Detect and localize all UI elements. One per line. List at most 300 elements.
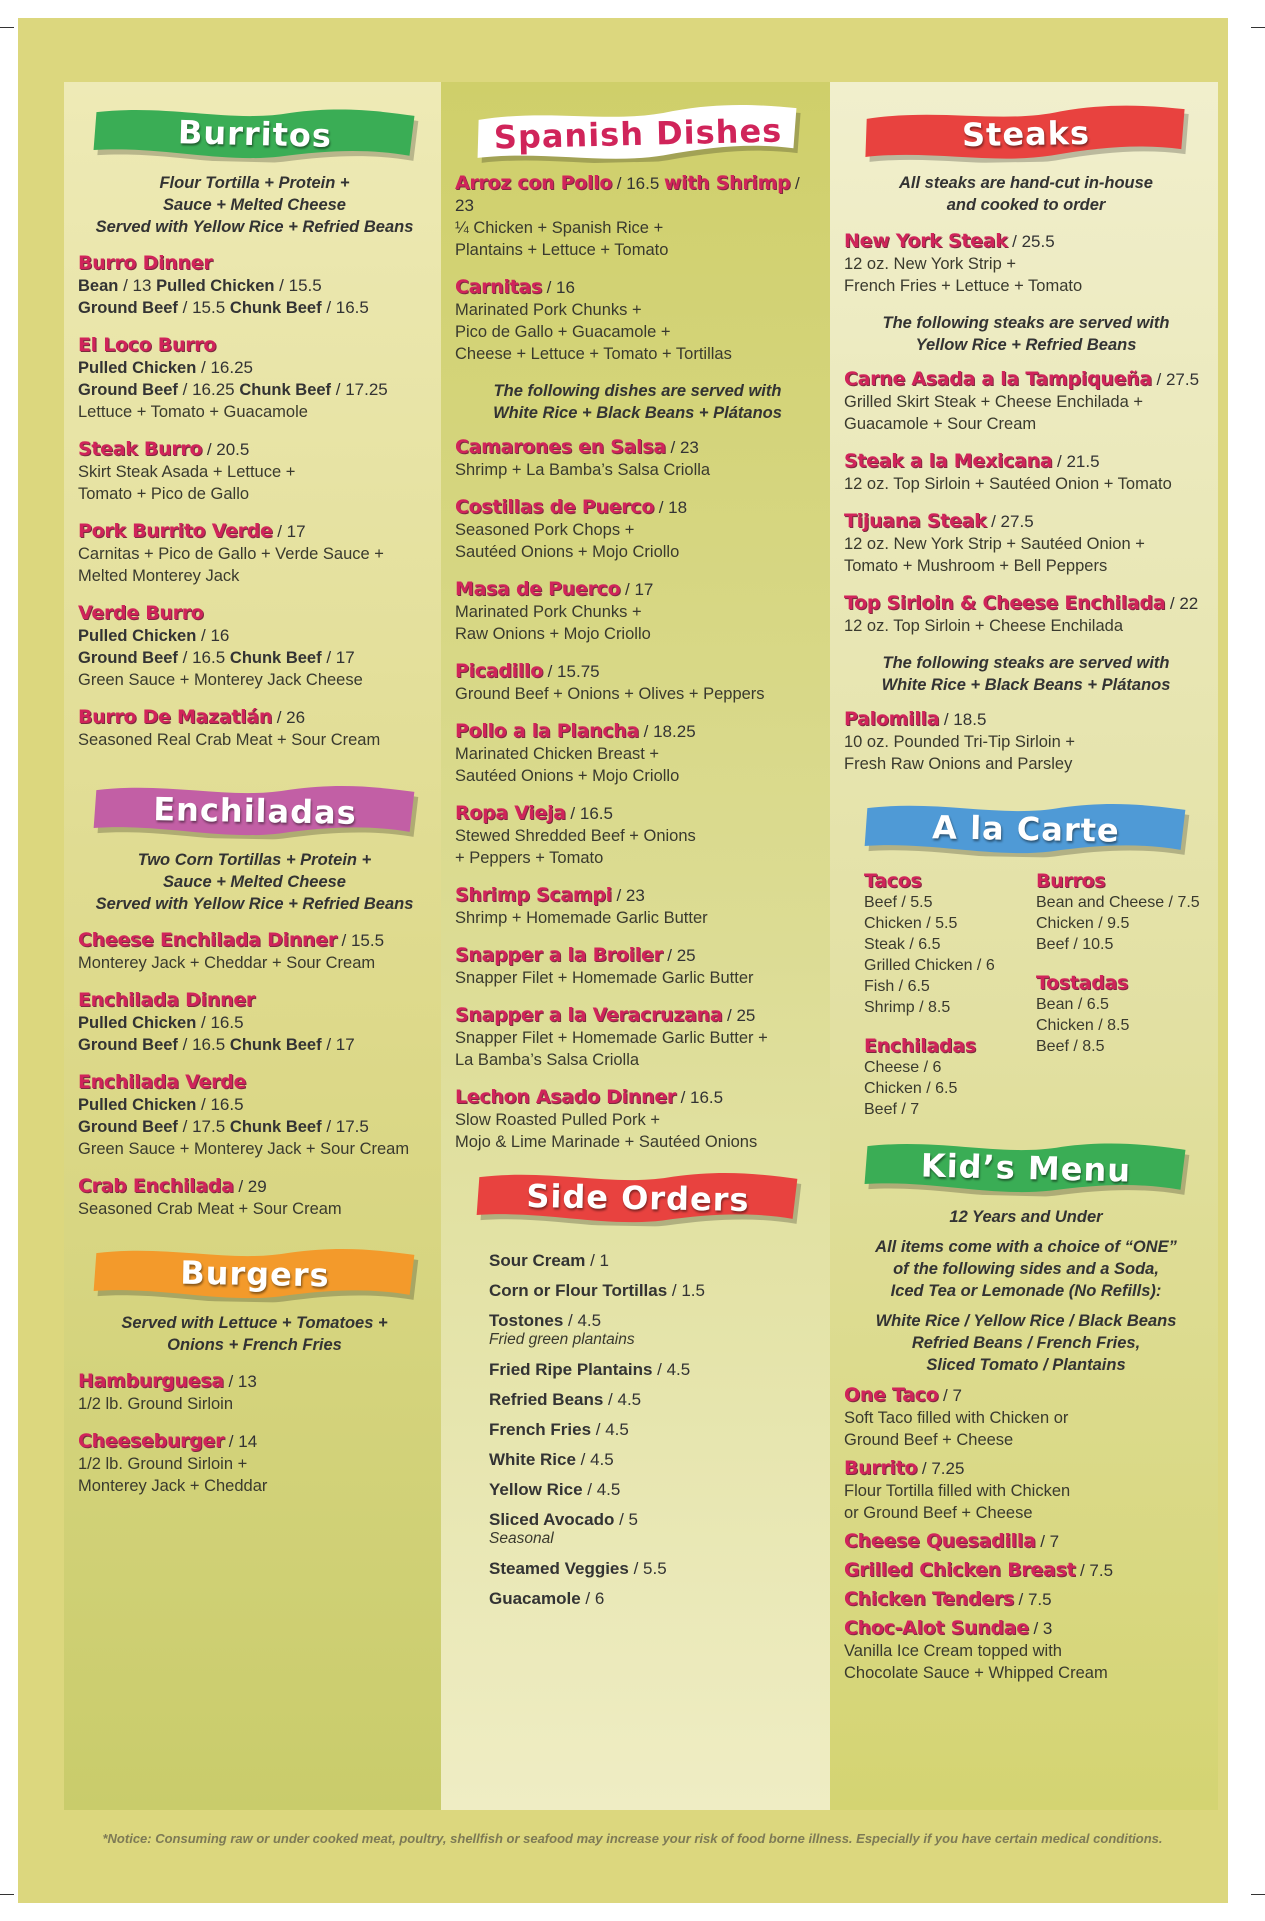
menu-item-name: Pork Burrito Verde bbox=[78, 520, 273, 542]
menu-item bbox=[455, 496, 820, 563]
side-order-name: Yellow Rice bbox=[489, 1480, 583, 1499]
side-order-price: / 1 bbox=[585, 1251, 609, 1270]
menu-item-name: Tijuana Steak bbox=[844, 510, 987, 532]
menu-item-heading bbox=[78, 252, 431, 275]
menu-item-description: Carnitas + Pico de Gallo + Verde Sauce + bbox=[78, 545, 384, 563]
option-price: / 17 bbox=[321, 1035, 355, 1054]
price-line bbox=[78, 1094, 431, 1116]
menu-item-description: Plantains + Lettuce + Tomato bbox=[455, 241, 669, 259]
text-line: White Rice + Black Beans + Plátanos bbox=[881, 676, 1171, 694]
side-order-name: Fried Ripe Plantains bbox=[489, 1360, 653, 1379]
menu-item-heading bbox=[455, 276, 820, 299]
menu-item-description: Lettuce + Tomato + Guacamole bbox=[78, 403, 308, 421]
menu-item-heading bbox=[78, 1175, 431, 1198]
text-line: All items come with a choice of “ONE” bbox=[875, 1238, 1177, 1256]
menu-item-description: Guacamole + Sour Cream bbox=[844, 415, 1037, 433]
menu-item-price: / 25 bbox=[727, 1006, 756, 1025]
steaks-items bbox=[844, 230, 1208, 297]
steaks-items-2 bbox=[844, 368, 1208, 637]
menu-item-name: Cheese Quesadilla bbox=[844, 1530, 1036, 1552]
side-order-note: Fried green plantains bbox=[489, 1331, 635, 1348]
menu-item-heading bbox=[844, 592, 1208, 615]
side-order-price: / 5 bbox=[614, 1510, 638, 1529]
menu-item-heading bbox=[455, 578, 820, 601]
column-left bbox=[64, 82, 441, 1810]
menu-item bbox=[455, 660, 820, 705]
a-la-carte-group bbox=[864, 1036, 1036, 1120]
price-line bbox=[78, 357, 431, 379]
text-line: Served with Lettuce + Tomatoes + bbox=[121, 1314, 388, 1332]
menu-item-description: Marinated Chicken Breast + bbox=[455, 745, 660, 763]
text-line: The following dishes are served with bbox=[493, 382, 782, 400]
menu-item-description: ¼ Chicken + Spanish Rice + bbox=[455, 219, 664, 237]
menu-item-price: / 17 bbox=[625, 580, 654, 599]
enchiladas-items bbox=[78, 929, 431, 1220]
menu-item-price: / 3 bbox=[1033, 1619, 1053, 1638]
side-order-item bbox=[489, 1449, 820, 1471]
a-la-carte-item: Steak / 6.5 bbox=[864, 936, 941, 953]
menu-item-heading bbox=[455, 1086, 820, 1109]
menu-item-name: Arroz con Pollo bbox=[455, 172, 613, 194]
menu-item-name: Picadillo bbox=[455, 660, 544, 682]
menu-item-price: / 7.5 bbox=[1018, 1590, 1052, 1609]
side-order-price: / 4.5 bbox=[575, 1450, 614, 1469]
menu-item-description: Raw Onions + Mojo Criollo bbox=[455, 625, 651, 643]
menu-item-heading bbox=[455, 436, 820, 459]
menu-item-description: Skirt Steak Asada + Lettuce + bbox=[78, 463, 296, 481]
menu-item-description: French Fries + Lettuce + Tomato bbox=[844, 277, 1083, 295]
menu-item-price: / 16.5 bbox=[570, 804, 613, 823]
menu-item-description: Shrimp + Homemade Garlic Butter bbox=[455, 909, 708, 927]
menu-item bbox=[844, 1617, 1208, 1684]
menu-item-price: / 20.5 bbox=[206, 440, 250, 459]
menu-item-name: Hamburguesa bbox=[78, 1370, 224, 1392]
menu-item-description: Flour Tortilla filled with Chicken bbox=[844, 1482, 1071, 1500]
menu-item-name: Snapper a la Broiler bbox=[455, 944, 663, 966]
text-line: Iced Tea or Lemonade (No Refills): bbox=[890, 1282, 1162, 1300]
text-line: White Rice + Black Beans + Plátanos bbox=[493, 404, 782, 422]
menu-item-name: Pollo a la Plancha bbox=[455, 720, 640, 742]
menu-item-name: Top Sirloin & Cheese Enchilada bbox=[844, 592, 1166, 614]
text-line: Flour Tortilla + Protein + bbox=[159, 174, 350, 192]
menu-item-description: Melted Monterey Jack bbox=[78, 567, 240, 585]
column-right bbox=[830, 82, 1218, 1810]
menu-item-price: / 25 bbox=[667, 946, 696, 965]
menu-item-name: New York Steak bbox=[844, 230, 1008, 252]
a-la-carte-group-name: Tacos bbox=[864, 870, 922, 892]
menu-item-description: or Ground Beef + Cheese bbox=[844, 1504, 1033, 1522]
side-order-name: Corn or Flour Tortillas bbox=[489, 1281, 668, 1300]
kids-sides bbox=[844, 1310, 1208, 1376]
menu-item bbox=[455, 172, 820, 261]
option-price: / 13 bbox=[118, 276, 157, 295]
menu-item bbox=[78, 520, 431, 587]
menu-item-price: / 25.5 bbox=[1012, 232, 1055, 251]
menu-item-heading bbox=[455, 172, 820, 217]
price-line bbox=[78, 379, 431, 401]
option-name: Bean bbox=[78, 277, 119, 295]
burgers-intro bbox=[78, 1312, 431, 1356]
menu-item-description: Grilled Skirt Steak + Cheese Enchilada + bbox=[844, 393, 1143, 411]
side-order-item bbox=[489, 1588, 820, 1610]
menu-item-heading bbox=[455, 496, 820, 519]
a-la-carte-item: Chicken / 9.5 bbox=[1036, 915, 1130, 932]
a-la-carte-item: Chicken / 8.5 bbox=[1036, 1017, 1130, 1034]
menu-item bbox=[78, 1175, 431, 1220]
text-line: All steaks are hand-cut in-house bbox=[899, 174, 1153, 192]
a-la-carte-item: Shrimp / 8.5 bbox=[864, 999, 951, 1016]
menu-item-description: 12 oz. New York Strip + Sautéed Onion + bbox=[844, 535, 1145, 553]
menu-item-price: / 7 bbox=[1040, 1532, 1060, 1551]
menu-item-description: Shrimp + La Bamba’s Salsa Criolla bbox=[455, 461, 711, 479]
option-name: Chunk Beef bbox=[229, 1036, 322, 1054]
side-order-price: / 4.5 bbox=[652, 1360, 691, 1379]
menu-item-name: Ropa Vieja bbox=[455, 802, 566, 824]
a-la-carte-left bbox=[864, 871, 1036, 1138]
price-line bbox=[78, 1116, 431, 1138]
steaks-note-2 bbox=[844, 652, 1208, 696]
option-name: Chunk Beef bbox=[229, 649, 322, 667]
option-name: Ground Beef bbox=[78, 1118, 178, 1136]
kids-menu-banner bbox=[860, 1134, 1191, 1200]
a-la-carte-right bbox=[1036, 871, 1208, 1138]
menu-item-description: Green Sauce + Monterey Jack + Sour Cream bbox=[78, 1140, 410, 1158]
menu-item-description: Vanilla Ice Cream topped with bbox=[844, 1642, 1062, 1660]
option-name: Pulled Chicken bbox=[78, 1014, 197, 1032]
menu-item-name: Cheeseburger bbox=[78, 1430, 225, 1452]
a-la-carte-item: Beef / 7 bbox=[864, 1101, 920, 1118]
spanish-note bbox=[455, 380, 820, 424]
menu-item-heading bbox=[844, 1457, 1208, 1480]
menu-item-name: Carnitas bbox=[455, 276, 542, 298]
price-line bbox=[78, 1012, 431, 1034]
menu-item-description: Monterey Jack + Cheddar bbox=[78, 1477, 268, 1495]
side-order-name: Steamed Veggies bbox=[489, 1559, 629, 1578]
side-order-note: Seasonal bbox=[489, 1530, 554, 1547]
a-la-carte-item: Bean and Cheese / 7.5 bbox=[1036, 894, 1200, 911]
menu-item-heading bbox=[78, 929, 431, 952]
a-la-carte-item: Bean / 6.5 bbox=[1036, 996, 1109, 1013]
option-price: / 16.5 bbox=[321, 298, 369, 317]
menu-item-description: 1/2 lb. Ground Sirloin bbox=[78, 1395, 234, 1413]
menu-item bbox=[455, 1004, 820, 1071]
menu-item-price: / 23 bbox=[616, 886, 645, 905]
side-order-price: / 5.5 bbox=[628, 1559, 667, 1578]
menu-item-heading bbox=[455, 1004, 820, 1027]
a-la-carte-item: Fish / 6.5 bbox=[864, 978, 930, 995]
menu-item-price: / 18.5 bbox=[943, 710, 987, 729]
menu-item-price: / 16 bbox=[546, 278, 575, 297]
side-order-name: Tostones bbox=[489, 1311, 564, 1330]
text-line: Served with Yellow Rice + Refried Beans bbox=[95, 218, 414, 236]
text-line: of the following sides and a Soda, bbox=[893, 1260, 1159, 1278]
option-name: Chunk Beef bbox=[239, 381, 332, 399]
menu-item-price: / 22 bbox=[1169, 594, 1199, 613]
menu-item-heading bbox=[78, 706, 431, 729]
option-name: Ground Beef bbox=[78, 1036, 178, 1054]
steaks-note-1 bbox=[844, 312, 1208, 356]
text-line: Served with Yellow Rice + Refried Beans bbox=[95, 895, 414, 913]
a-la-carte-item: Chicken / 6.5 bbox=[864, 1080, 958, 1097]
menu-item bbox=[455, 1086, 820, 1153]
menu-item-description: Stewed Shredded Beef + Onions bbox=[455, 827, 696, 845]
menu-item-description: Monterey Jack + Cheddar + Sour Cream bbox=[78, 954, 376, 972]
menu-item bbox=[455, 884, 820, 929]
menu-item-name: Costillas de Puerco bbox=[455, 496, 655, 518]
steaks-banner bbox=[860, 101, 1191, 165]
menu-item bbox=[78, 706, 431, 751]
spanish-dishes-title: Spanish Dishes bbox=[492, 111, 783, 157]
a-la-carte-group-name: Enchiladas bbox=[864, 1035, 976, 1057]
menu-item-description: Sautéed Onions + Mojo Criollo bbox=[455, 543, 680, 561]
menu-item-price: / 15.75 bbox=[547, 662, 600, 681]
column-middle bbox=[441, 82, 830, 1810]
menu-item bbox=[844, 708, 1208, 775]
menu-item-description: 12 oz. Top Sirloin + Sautéed Onion + Tomato bbox=[844, 475, 1172, 493]
menu-item-heading bbox=[844, 1384, 1208, 1407]
menu-item-name: Cheese Enchilada Dinner bbox=[78, 929, 337, 951]
menu-item-heading bbox=[844, 708, 1208, 731]
menu-item-description: Sautéed Onions + Mojo Criollo bbox=[455, 767, 680, 785]
steaks-title: Steaks bbox=[961, 113, 1091, 155]
option-price: / 16.5 bbox=[177, 648, 230, 667]
menu-item-description: Cheese + Lettuce + Tomato + Tortillas bbox=[455, 345, 732, 363]
menu-item-price: / 16.5 bbox=[680, 1088, 724, 1107]
menu-item-description: 1/2 lb. Ground Sirloin + bbox=[78, 1455, 248, 1473]
menu-item-heading bbox=[78, 438, 431, 461]
menu-item bbox=[844, 1588, 1208, 1611]
text-line: Sauce + Melted Cheese bbox=[163, 196, 346, 214]
menu-item-heading bbox=[78, 989, 431, 1012]
menu-item-description: Slow Roasted Pulled Pork + bbox=[455, 1111, 660, 1129]
menu-item-price: / 18.25 bbox=[643, 722, 696, 741]
menu-item-name: Steak Burro bbox=[78, 438, 203, 460]
menu-item-name: Masa de Puerco bbox=[455, 578, 621, 600]
side-order-price: / 6 bbox=[580, 1589, 605, 1608]
option-price: / 16.5 bbox=[196, 1013, 244, 1032]
side-orders-banner bbox=[472, 1165, 803, 1229]
text-line: The following steaks are served with bbox=[882, 654, 1170, 672]
option-name: Ground Beef bbox=[78, 299, 178, 317]
menu-item-name: Carne Asada a la Tampiqueña bbox=[844, 368, 1152, 390]
menu-item-price: / 15.5 bbox=[341, 931, 385, 950]
side-order-item bbox=[489, 1280, 820, 1302]
option-name: Pulled Chicken bbox=[78, 1096, 197, 1114]
menu-item bbox=[844, 592, 1208, 637]
menu-item-name: Burro Dinner bbox=[78, 252, 213, 274]
menu-item-description: Fresh Raw Onions and Parsley bbox=[844, 755, 1073, 773]
menu-item-heading bbox=[844, 1588, 1208, 1611]
spanish-items-2 bbox=[455, 436, 820, 1153]
menu-item-price: / 17 bbox=[277, 522, 306, 541]
menu-item-name: Enchilada Dinner bbox=[78, 989, 255, 1011]
menu-item-description: Marinated Pork Chunks + bbox=[455, 301, 642, 319]
side-order-price: / 4.5 bbox=[603, 1390, 642, 1409]
burgers-banner bbox=[89, 1241, 420, 1305]
menu-item-heading bbox=[78, 1370, 431, 1393]
a-la-carte-item: Beef / 5.5 bbox=[864, 894, 933, 911]
text-line: The following steaks are served with bbox=[882, 314, 1170, 332]
side-order-name: Sliced Avocado bbox=[489, 1510, 615, 1529]
menu-item-description: Pico de Gallo + Guacamole + bbox=[455, 323, 671, 341]
menu-item bbox=[455, 802, 820, 869]
side-order-price: / 1.5 bbox=[667, 1281, 705, 1300]
menu-item bbox=[844, 1559, 1208, 1582]
menu-item-price: / 18 bbox=[658, 498, 688, 517]
menu-item-description: Soft Taco filled with Chicken or bbox=[844, 1409, 1069, 1427]
menu-item-heading bbox=[455, 884, 820, 907]
a-la-carte-title: A la Carte bbox=[931, 808, 1121, 850]
menu-item-name: Shrimp Scampi bbox=[455, 884, 612, 906]
menu-item-name: Verde Burro bbox=[78, 602, 204, 624]
menu-item-heading bbox=[844, 1617, 1208, 1640]
menu-item-name: Enchilada Verde bbox=[78, 1071, 247, 1093]
side-order-item bbox=[489, 1310, 820, 1351]
a-la-carte-group bbox=[1036, 973, 1208, 1057]
side-order-name: French Fries bbox=[489, 1420, 592, 1439]
text-line: Sauce + Melted Cheese bbox=[163, 873, 346, 891]
menu-item-heading bbox=[455, 720, 820, 743]
menu-item-name: Burro De Mazatlán bbox=[78, 706, 273, 728]
menu-item-description: Seasoned Pork Chops + bbox=[455, 521, 635, 539]
menu-item-description: Tomato + Mushroom + Bell Peppers bbox=[844, 557, 1108, 575]
menu-item bbox=[844, 1384, 1208, 1451]
menu-item-description: Mojo & Lime Marinade + Sautéed Onions bbox=[455, 1133, 758, 1151]
menu-item-description: Green Sauce + Monterey Jack Cheese bbox=[78, 671, 363, 689]
side-orders-list bbox=[455, 1250, 820, 1610]
menu-item-heading bbox=[844, 510, 1208, 533]
food-safety-notice: *Notice: Consuming raw or under cooked meat, poultry, shellfish or seafood may increase your risk of food borne illness. Especially if you have certain medical conditions. bbox=[102, 1831, 1163, 1846]
menu-item bbox=[78, 1370, 431, 1415]
menu-item-name: Grilled Chicken Breast bbox=[844, 1559, 1076, 1581]
side-order-item bbox=[489, 1419, 820, 1441]
menu-item bbox=[78, 438, 431, 505]
menu-item-name: Choc-Alot Sundae bbox=[844, 1617, 1029, 1639]
menu-item bbox=[78, 252, 431, 319]
option-price: / 17.5 bbox=[177, 1117, 230, 1136]
a-la-carte-item: Grilled Chicken / 6 bbox=[864, 957, 995, 974]
menu-item bbox=[455, 720, 820, 787]
menu-item-description: Seasoned Crab Meat + Sour Cream bbox=[78, 1200, 342, 1218]
menu-item-heading bbox=[78, 602, 431, 625]
menu-item-description: Ground Beef + Onions + Olives + Peppers bbox=[455, 685, 765, 703]
menu-item-name: Palomilla bbox=[844, 708, 940, 730]
menu-item-description: 10 oz. Pounded Tri-Tip Sirloin + bbox=[844, 733, 1075, 751]
menu-item-description: Seasoned Real Crab Meat + Sour Cream bbox=[78, 731, 381, 749]
menu-item-heading bbox=[844, 368, 1208, 391]
menu-item-name: Crab Enchilada bbox=[78, 1175, 234, 1197]
menu-item bbox=[844, 450, 1208, 495]
side-order-item bbox=[489, 1509, 820, 1550]
side-order-item bbox=[489, 1558, 820, 1580]
option-price: / 16.5 bbox=[177, 1035, 230, 1054]
side-order-name: Refried Beans bbox=[489, 1390, 604, 1409]
menu-item-price: / 29 bbox=[238, 1177, 267, 1196]
text-line: and cooked to order bbox=[946, 196, 1106, 214]
menu-item bbox=[455, 436, 820, 481]
side-order-price: / 4.5 bbox=[591, 1420, 629, 1439]
steaks-items-3 bbox=[844, 708, 1208, 775]
menu-item-description: 12 oz. New York Strip + bbox=[844, 255, 1016, 273]
a-la-carte-group-name: Tostadas bbox=[1036, 972, 1129, 994]
spanish-dishes-banner bbox=[472, 100, 803, 166]
price-line bbox=[78, 647, 431, 669]
option-price: / 15.5 bbox=[177, 298, 230, 317]
option-name: Pulled Chicken bbox=[78, 627, 197, 645]
option-name: Pulled Chicken bbox=[78, 359, 197, 377]
menu-item bbox=[78, 334, 431, 423]
price-line bbox=[78, 297, 431, 319]
option-name: Pulled Chicken bbox=[156, 277, 275, 295]
menu-item-price: / 16.5 bbox=[616, 174, 660, 193]
menu-item-description: Snapper Filet + Homemade Garlic Butter bbox=[455, 969, 754, 987]
kids-age: 12 Years and Under bbox=[949, 1208, 1103, 1226]
side-orders-title: Side Orders bbox=[525, 1176, 750, 1220]
menu-item-description: Snapper Filet + Homemade Garlic Butter + bbox=[455, 1029, 768, 1047]
side-order-name: Guacamole bbox=[489, 1589, 581, 1608]
menu-item-name: Chicken Tenders bbox=[844, 1588, 1014, 1610]
menu-item-price: / 27.5 bbox=[1156, 370, 1200, 389]
menu-item-name: Snapper a la Veracruzana bbox=[455, 1004, 723, 1026]
option-name: Ground Beef bbox=[78, 649, 178, 667]
price-line bbox=[78, 275, 431, 297]
option-price: / 17.5 bbox=[321, 1117, 369, 1136]
menu-item bbox=[78, 929, 431, 974]
menu-item-name: Lechon Asado Dinner bbox=[455, 1086, 676, 1108]
menu-item bbox=[844, 510, 1208, 577]
kids-items bbox=[844, 1384, 1208, 1684]
menu-item bbox=[455, 578, 820, 645]
side-order-price: / 4.5 bbox=[563, 1311, 602, 1330]
text-line: Refried Beans / French Fries, bbox=[911, 1334, 1141, 1352]
side-order-price: / 4.5 bbox=[582, 1480, 621, 1499]
option-price: / 16.5 bbox=[196, 1095, 244, 1114]
menu-item-price: / 7.25 bbox=[921, 1459, 965, 1478]
side-order-name: White Rice bbox=[489, 1450, 576, 1469]
menu-item-name: Burrito bbox=[844, 1457, 918, 1479]
option-price: / 15.5 bbox=[274, 276, 322, 295]
menu-item-description: + Peppers + Tomato bbox=[455, 849, 604, 867]
menu-item-heading bbox=[844, 450, 1208, 473]
burritos-intro bbox=[78, 172, 431, 238]
a-la-carte-item: Beef / 8.5 bbox=[1036, 1038, 1105, 1055]
steaks-intro bbox=[844, 172, 1208, 216]
burritos-items bbox=[78, 252, 431, 751]
text-line: White Rice / Yellow Rice / Black Beans bbox=[875, 1312, 1177, 1330]
menu-item-heading bbox=[455, 660, 820, 683]
menu-item bbox=[844, 1530, 1208, 1553]
menu-item bbox=[78, 1071, 431, 1160]
option-name: Ground Beef bbox=[78, 381, 178, 399]
a-la-carte-item: Cheese / 6 bbox=[864, 1059, 942, 1076]
text-line: Onions + French Fries bbox=[167, 1336, 342, 1354]
menu-item-description: Ground Beef + Cheese bbox=[844, 1431, 1014, 1449]
a-la-carte-group bbox=[1036, 871, 1208, 955]
a-la-carte-group-name: Burros bbox=[1036, 870, 1106, 892]
price-line bbox=[78, 625, 431, 647]
menu-item bbox=[78, 1430, 431, 1497]
menu-item-price: / 23 bbox=[455, 174, 800, 215]
spanish-items bbox=[455, 172, 820, 365]
menu-item-price: / 14 bbox=[228, 1432, 258, 1451]
side-order-name: Sour Cream bbox=[489, 1251, 586, 1270]
menu-item-heading bbox=[844, 1559, 1208, 1582]
burritos-title: Burritos bbox=[177, 113, 332, 155]
menu-item-description: Tomato + Pico de Gallo bbox=[78, 485, 250, 503]
menu-item-heading bbox=[78, 334, 431, 357]
option-name: Chunk Beef bbox=[229, 1118, 322, 1136]
menu-item-price: / 7.5 bbox=[1079, 1561, 1114, 1580]
